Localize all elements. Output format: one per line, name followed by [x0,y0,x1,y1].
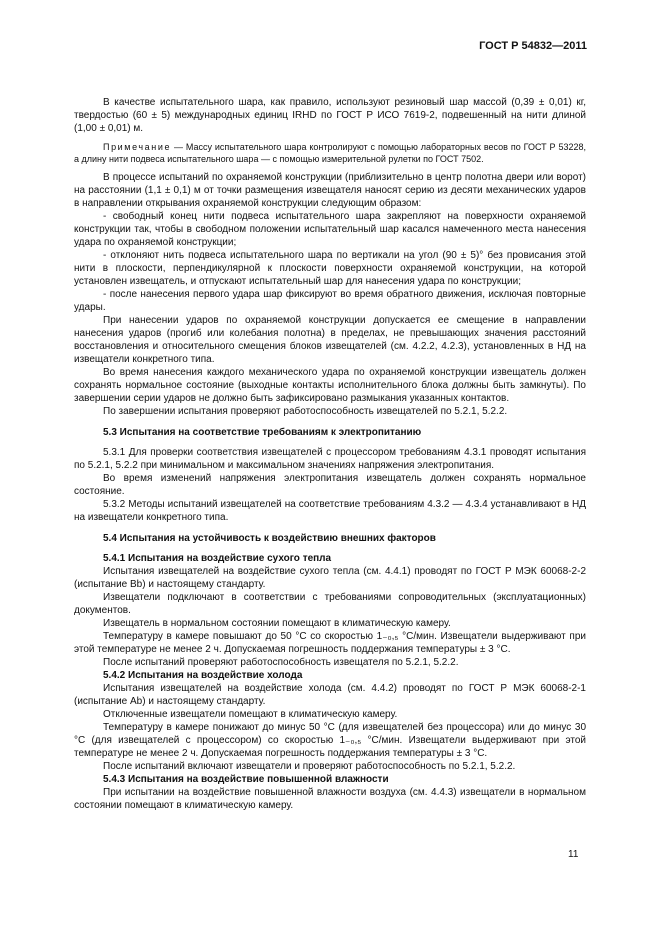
body-paragraph: После испытаний включают извещатели и проверяют работоспособность по 5.2.1, 5.2.2. [103,761,516,772]
body-paragraph: Испытания извещателей на воздействие холода (см. 4.4.2) проводят по ГОСТ Р МЭК 60068-2-1 (испытание Ab) и настоящему стандарту. [74,683,586,707]
body-paragraph: Извещатель в нормальном состоянии помещают в климатическую камеру. [103,618,451,629]
body-paragraph: 5.3.1 Для проверки соответствия извещателей с процессором требованиям 4.3.1 проводят испытания по 5.2.1, 5.2.2 при минимальном и максимальном значениях напряжения электропитания. [74,447,586,471]
note-label: Примечание [103,142,172,152]
body-paragraph: При нанесении ударов по охраняемой конструкции допускается ее смещение в направлении нанесения ударов (прогиб или колебания полотна) в пределах, не превышающих значения расстояний восстановления и относительного смещения блоков извещателей (см. 4.2.2, 4.2.3), установленных в НД на извещатели конкретного типа. [74,315,586,365]
body-paragraph: При испытании на воздействие повышенной влажности воздуха (см. 4.4.3) извещатели в нормальном состоянии помещают в климатическую камеру. [74,787,586,811]
body-paragraph: Температуру в камере повышают до 50 °С со скоростью 1₋₀,₅ °С/мин. Извещатели выдерживают при этой температуре не менее 2 ч. Допускаемая погрешность поддержания температуры ± 3 °С. [74,631,586,655]
subsection-heading: 5.4.3 Испытания на воздействие повышенной влажности [103,774,389,785]
note-text: — Массу испытательного шара контролируют с помощью лабораторных весов по ГОСТ Р 53228, а длину нити подвеса испытательного шара — с помощью измерительной рулетки по ГОСТ 7502. [74,142,586,164]
body-paragraph: В качестве испытательного шара, как правило, используют резиновый шар массой (0,39 ± 0,01) кг, твердостью (60 ± 5) международных единиц IRHD по ГОСТ Р ИСО 7619-2, подвешенный на нити длиной (1,00 ± 0,01) м. [74,97,586,134]
document-code: ГОСТ Р 54832—2011 [479,40,587,52]
subsection-heading: 5.4.1 Испытания на воздействие сухого тепла [103,553,332,564]
body-paragraph: Во время нанесения каждого механического удара по охраняемой конструкции извещатель должен сохранять нормальное состояние (выходные контакты исполнительного блока должны быть замкнуты). По завершении серии ударов не должно быть зафиксировано размыкания указанных контактов. [74,367,586,404]
document-body [74,96,586,812]
body-paragraph: - после нанесения первого удара шар фиксируют во время обратного движения, исключая повторные удары. [74,289,586,313]
subsection-heading: 5.4.2 Испытания на воздействие холода [103,670,303,681]
body-paragraph: Извещатели подключают в соответствии с требованиями сопроводительных (эксплуатационных) документов. [74,592,586,616]
body-paragraph: - отклоняют нить подвеса испытательного шара по вертикали на угол (90 ± 5)° без провисания этой нити в плоскости, перпендикулярной к плоскости поверхности охраняемой конструкции, на которой установлен извещатель, и отпускают испытательный шар для нанесения удара по конструкции; [74,250,586,287]
body-paragraph: Отключенные извещатели помещают в климатическую камеру. [103,709,398,720]
body-paragraph: Во время изменений напряжения электропитания извещатель должен сохранять нормальное состояние. [74,473,586,497]
body-paragraph: В процессе испытаний по охраняемой конструкции (приблизительно в центр полотна двери или ворот) на расстоянии (1,1 ± 0,1) м от точки размещения извещателя наносят серию из десяти механических ударов в направлении открывания охраняемой конструкции следующим образом: [74,172,586,209]
body-paragraph: Температуру в камере понижают до минус 50 °С (для извещателей без процессора) или до минус 30 °С (для извещателей с процессором) со скоростью 1₋₀,₅ °С/мин. Извещатели выдерживают при этой температуре не менее 2 ч. Допускаемая погрешность поддержания температуры ± 3 °С. [74,722,586,759]
section-heading: 5.3 Испытания на соответствие требованиям к электропитанию [103,427,422,438]
note-paragraph [74,141,586,165]
body-paragraph: Испытания извещателей на воздействие сухого тепла (см. 4.4.1) проводят по ГОСТ Р МЭК 60068-2-2 (испытание Bb) и настоящему стандарту. [74,566,586,590]
body-paragraph: По завершении испытания проверяют работоспособность извещателей по 5.2.1, 5.2.2. [103,406,508,417]
body-paragraph: - свободный конец нити подвеса испытательного шара закрепляют на поверхности охраняемой конструкции так, чтобы в свободном положении испытательный шар касался намеченного места нанесения удара по охраняемой конструкции; [74,211,586,248]
body-paragraph: После испытаний проверяют работоспособность извещателя по 5.2.1, 5.2.2. [103,657,459,668]
body-paragraph: 5.3.2 Методы испытаний извещателей на соответствие требованиям 4.3.2 — 4.3.4 устанавливают в НД на извещатели конкретного типа. [74,499,586,523]
page-number: 11 [568,849,579,860]
section-heading: 5.4 Испытания на устойчивость к воздействию внешних факторов [103,533,436,544]
